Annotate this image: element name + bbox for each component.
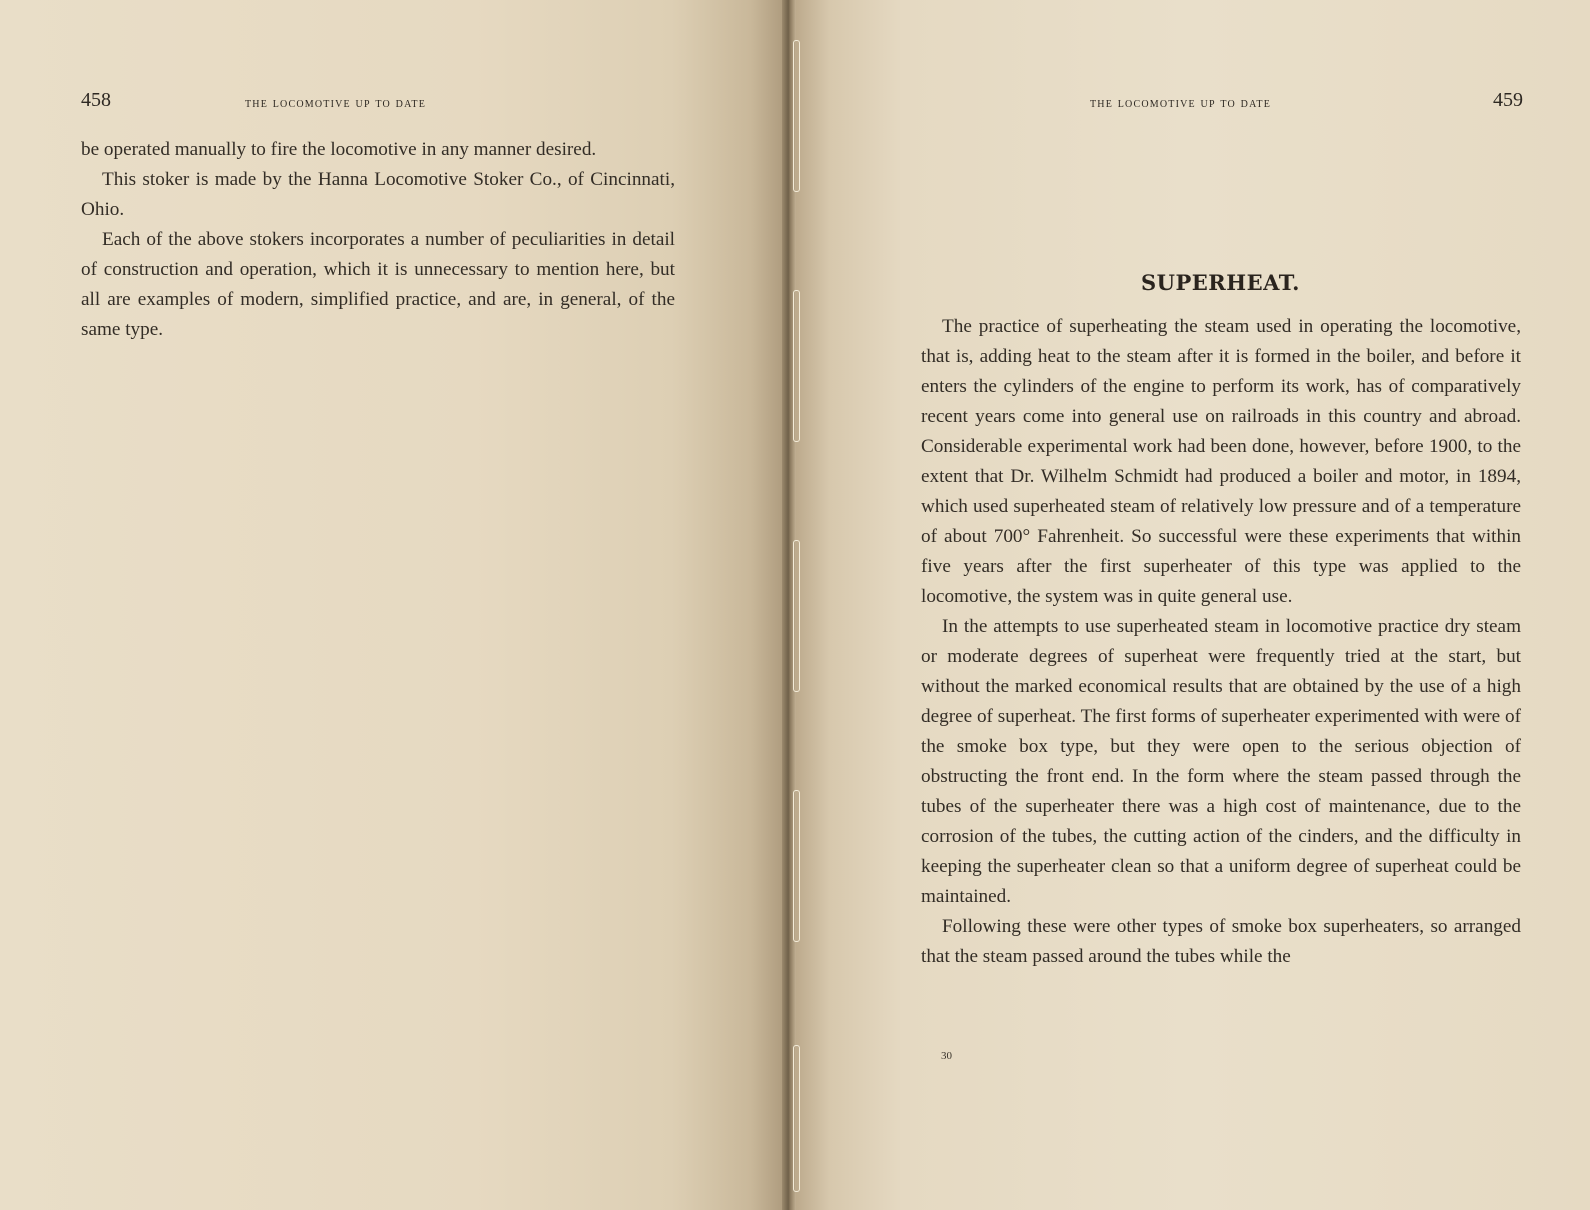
paragraph: In the attempts to use superheated steam in locomotive practice dry steam or moderate degrees of superheat were frequently tried at the start, but without the marked economical results that are obtained by the use of a high degree of superheat. The first forms of superheater experimented with were of the smoke box type, but they were open to the serious objection of obstructing the front end. In the form where the steam passed through the tubes of the superheater there was a high cost of maintenance, due to the corrosion of the tubes, the cutting action of the cinders, and the difficulty in keeping the superheater clean so that a uniform degree of superheat could be maintained.: [921, 616, 1521, 907]
signature-mark: 30: [941, 1050, 952, 1062]
paragraph: be operated manually to fire the locomotive in any manner desired.: [81, 139, 597, 160]
running-head-left: the locomotive up to date: [245, 96, 427, 111]
binding-stitch: [793, 540, 800, 692]
page-number-left: 458: [81, 89, 111, 111]
section-heading: SUPERHEAT.: [1141, 270, 1300, 295]
running-head-right: the locomotive up to date: [1090, 96, 1272, 111]
binding-stitch: [793, 790, 800, 942]
binding-stitch: [793, 290, 800, 442]
binding-stitch: [793, 40, 800, 192]
paragraph: Each of the above stokers incorporates a number of peculiarities in detail of construction and operation, which it is unnecessary to mention here, but all are examples of modern, simplified practice, and are, in general, of the same type.: [81, 229, 675, 340]
left-page: [0, 0, 790, 1210]
binding-stitch: [793, 1045, 800, 1192]
paragraph: Following these were other types of smoke box superheaters, so arranged that the steam passed around the tubes while the: [921, 916, 1521, 967]
paragraph: The practice of superheating the steam used in operating the locomotive, that is, adding heat to the steam after it is formed in the boiler, and before it enters the cylinders of the engine to perform its work, has of comparatively recent years come into general use on railroads in this country and abroad. Considerable experimental work had been done, however, before 1900, to the extent that Dr. Wilhelm Schmidt had produced a boiler and motor, in 1894, which used superheated steam of relatively low pressure and of a temperature of about 700° Fahrenheit. So successful were these experiments that within five years after the first superheater of this type was applied to the locomotive, the system was in quite general use.: [921, 316, 1521, 607]
paragraph: This stoker is made by the Hanna Locomotive Stoker Co., of Cincinnati, Ohio.: [81, 169, 675, 220]
left-page-body: [81, 135, 675, 345]
right-page-body: [921, 312, 1521, 972]
page-number-right: 459: [1493, 89, 1523, 111]
